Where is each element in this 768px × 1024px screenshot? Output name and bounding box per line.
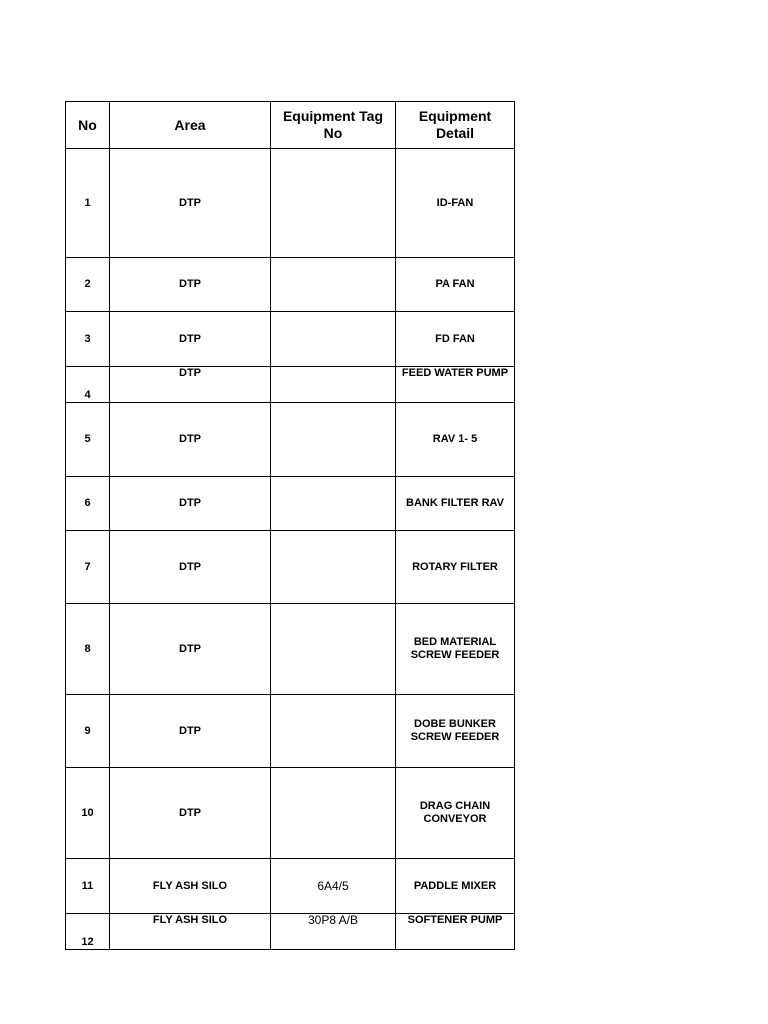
row-area: FLY ASH SILO	[110, 859, 271, 914]
table-row	[66, 859, 515, 914]
table-row	[66, 149, 515, 258]
row-area: DTP	[110, 403, 271, 477]
row-detail: SOFTENER PUMP	[396, 914, 515, 950]
row-no: 11	[66, 859, 110, 914]
equipment-table	[65, 101, 515, 950]
row-tag	[271, 367, 396, 403]
row-tag	[271, 258, 396, 312]
row-tag	[271, 768, 396, 859]
row-tag	[271, 477, 396, 531]
row-area: DTP	[110, 149, 271, 258]
row-area: DTP	[110, 695, 271, 768]
header-row	[66, 102, 515, 149]
row-no: 10	[66, 768, 110, 859]
table-row	[66, 604, 515, 695]
row-detail: FEED WATER PUMP	[396, 367, 515, 403]
header-no: No	[66, 102, 110, 149]
table-row	[66, 768, 515, 859]
row-area: DTP	[110, 768, 271, 859]
header-detail: Equipment Detail	[396, 102, 515, 149]
table-row	[66, 695, 515, 768]
row-area: DTP	[110, 531, 271, 604]
table-row	[66, 312, 515, 367]
row-area: DTP	[110, 477, 271, 531]
header-area: Area	[110, 102, 271, 149]
row-tag	[271, 403, 396, 477]
row-area: FLY ASH SILO	[110, 914, 271, 950]
row-no: 6	[66, 477, 110, 531]
row-area: DTP	[110, 312, 271, 367]
row-area: DTP	[110, 604, 271, 695]
table-row	[66, 477, 515, 531]
row-no: 2	[66, 258, 110, 312]
row-detail: PADDLE MIXER	[396, 859, 515, 914]
row-tag: 6A4/5	[271, 859, 396, 914]
row-area: DTP	[110, 367, 271, 403]
row-area: DTP	[110, 258, 271, 312]
row-no: 9	[66, 695, 110, 768]
row-tag	[271, 604, 396, 695]
row-detail: BED MATERIAL SCREW FEEDER	[396, 604, 515, 695]
row-tag	[271, 312, 396, 367]
table-row	[66, 258, 515, 312]
row-no: 3	[66, 312, 110, 367]
row-detail: ID-FAN	[396, 149, 515, 258]
table-row	[66, 367, 515, 403]
row-tag	[271, 695, 396, 768]
row-detail: RAV 1- 5	[396, 403, 515, 477]
row-detail: DOBE BUNKER SCREW FEEDER	[396, 695, 515, 768]
row-detail: FD FAN	[396, 312, 515, 367]
table-row	[66, 914, 515, 950]
row-no: 12	[66, 914, 110, 950]
row-no: 5	[66, 403, 110, 477]
row-tag: 30P8 A/B	[271, 914, 396, 950]
row-detail: DRAG CHAIN CONVEYOR	[396, 768, 515, 859]
row-no: 7	[66, 531, 110, 604]
row-detail: ROTARY FILTER	[396, 531, 515, 604]
table-row	[66, 403, 515, 477]
row-no: 1	[66, 149, 110, 258]
header-tag: Equipment Tag No	[271, 102, 396, 149]
row-detail: BANK FILTER RAV	[396, 477, 515, 531]
row-tag	[271, 531, 396, 604]
table-row	[66, 531, 515, 604]
row-no: 4	[66, 367, 110, 403]
row-tag	[271, 149, 396, 258]
row-detail: PA FAN	[396, 258, 515, 312]
row-no: 8	[66, 604, 110, 695]
